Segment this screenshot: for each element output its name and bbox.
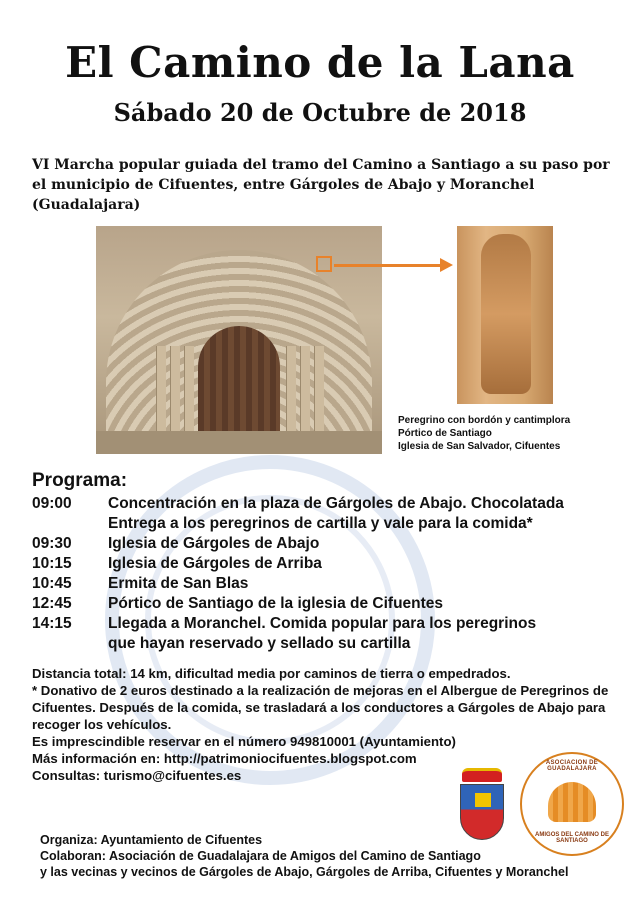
schedule-description — [108, 534, 628, 554]
schedule-time: 09:30 — [32, 535, 72, 552]
schedule-time: 10:45 — [32, 575, 72, 592]
scallop-shell-icon — [548, 782, 596, 822]
schedule-item — [32, 494, 632, 534]
organizer-line: Organiza: Ayuntamiento de Cifuentes — [40, 833, 263, 847]
caption-line: Pórtico de Santiago — [398, 428, 492, 439]
event-date: Sábado 20 de Octubre de 2018 — [113, 98, 527, 127]
schedule-line: Iglesia de Gárgoles de Abajo — [108, 535, 320, 552]
schedule-item — [32, 534, 632, 554]
asociacion-logo-top-text: ASOCIACION DE GUADALAJARA — [545, 760, 599, 772]
zoom-arrow-line — [334, 264, 442, 267]
crown-icon — [462, 768, 502, 782]
schedule-time: 09:00 — [32, 495, 72, 512]
zoom-highlight-box — [316, 256, 332, 272]
credits-footer — [40, 832, 620, 880]
schedule-item — [32, 594, 632, 614]
schedule-time: 14:15 — [32, 615, 72, 632]
schedule-time: 10:15 — [32, 555, 72, 572]
distance-info: Distancia total: 14 km, dificultad media por caminos de tierra o empedrados. — [32, 666, 511, 681]
cifuentes-coat-of-arms-icon — [458, 768, 506, 840]
schedule-description — [108, 614, 628, 654]
schedule-line: Ermita de San Blas — [108, 575, 249, 592]
schedule-description — [108, 554, 628, 574]
pilgrim-statue-photo — [457, 226, 553, 404]
schedule-line: que hayan reservado y sellado su cartilla — [108, 635, 411, 652]
castle-icon — [475, 793, 491, 807]
more-info-link[interactable]: Más información en: http://patrimoniocifuentes.blogspot.com — [32, 751, 417, 766]
schedule-description — [108, 494, 628, 534]
page-title: El Camino de la Lana — [65, 38, 575, 87]
schedule-line: Pórtico de Santiago de la iglesia de Cifuentes — [108, 595, 444, 612]
caption-line: Peregrino con bordón y cantimplora — [398, 415, 571, 426]
schedule-line: Entrega a los peregrinos de cartilla y vale para la comida* — [108, 515, 533, 532]
collaborators-line: Colaboran: Asociación de Guadalajara de Amigos del Camino de Santiago — [40, 849, 481, 863]
collaborators-line-2: y las vecinas y vecinos de Gárgoles de Abajo, Gárgoles de Arriba, Cifuentes y Moranchel — [40, 865, 569, 879]
portal-photo — [96, 226, 382, 454]
contact-email[interactable]: Consultas: turismo@cifuentes.es — [32, 768, 242, 783]
reservation-info: Es imprescindible reservar en el número 949810001 (Ayuntamiento) — [32, 734, 456, 749]
schedule-list — [32, 494, 632, 654]
schedule-line: Concentración en la plaza de Gárgoles de Abajo. Chocolatada — [108, 495, 564, 512]
schedule-item — [32, 554, 632, 574]
event-subtitle: VI Marcha popular guiada del tramo del Camino a Santiago a su paso por el municipio de Cifuentes, entre Gárgoles de Abajo y Moranchel (Guadalajara) — [32, 157, 610, 213]
schedule-item — [32, 614, 632, 654]
portal-steps — [96, 431, 382, 454]
schedule-description — [108, 574, 628, 594]
schedule-item — [32, 574, 632, 594]
zoom-arrow-head-icon — [440, 258, 453, 272]
caption-line: Iglesia de San Salvador, Cifuentes — [398, 441, 561, 452]
schedule-description — [108, 594, 628, 614]
donation-info: * Donativo de 2 euros destinado a la realización de mejoras en el Albergue de Peregrinos de Cifuentes. Después de la comida, se trasladará a los conductores a Gárgoles de Abajo para recoger los vehículos. — [32, 683, 609, 732]
asociacion-logo-bottom-text: AMIGOS DEL CAMINO DE SANTIAGO — [535, 832, 609, 844]
photo-caption — [398, 414, 628, 453]
schedule-line: Iglesia de Gárgoles de Arriba — [108, 555, 322, 572]
pilgrim-statue — [481, 234, 531, 394]
schedule-time: 12:45 — [32, 595, 72, 612]
programa-heading: Programa: — [32, 470, 128, 491]
schedule-line: Llegada a Moranchel. Comida popular para los peregrinos — [108, 615, 537, 632]
